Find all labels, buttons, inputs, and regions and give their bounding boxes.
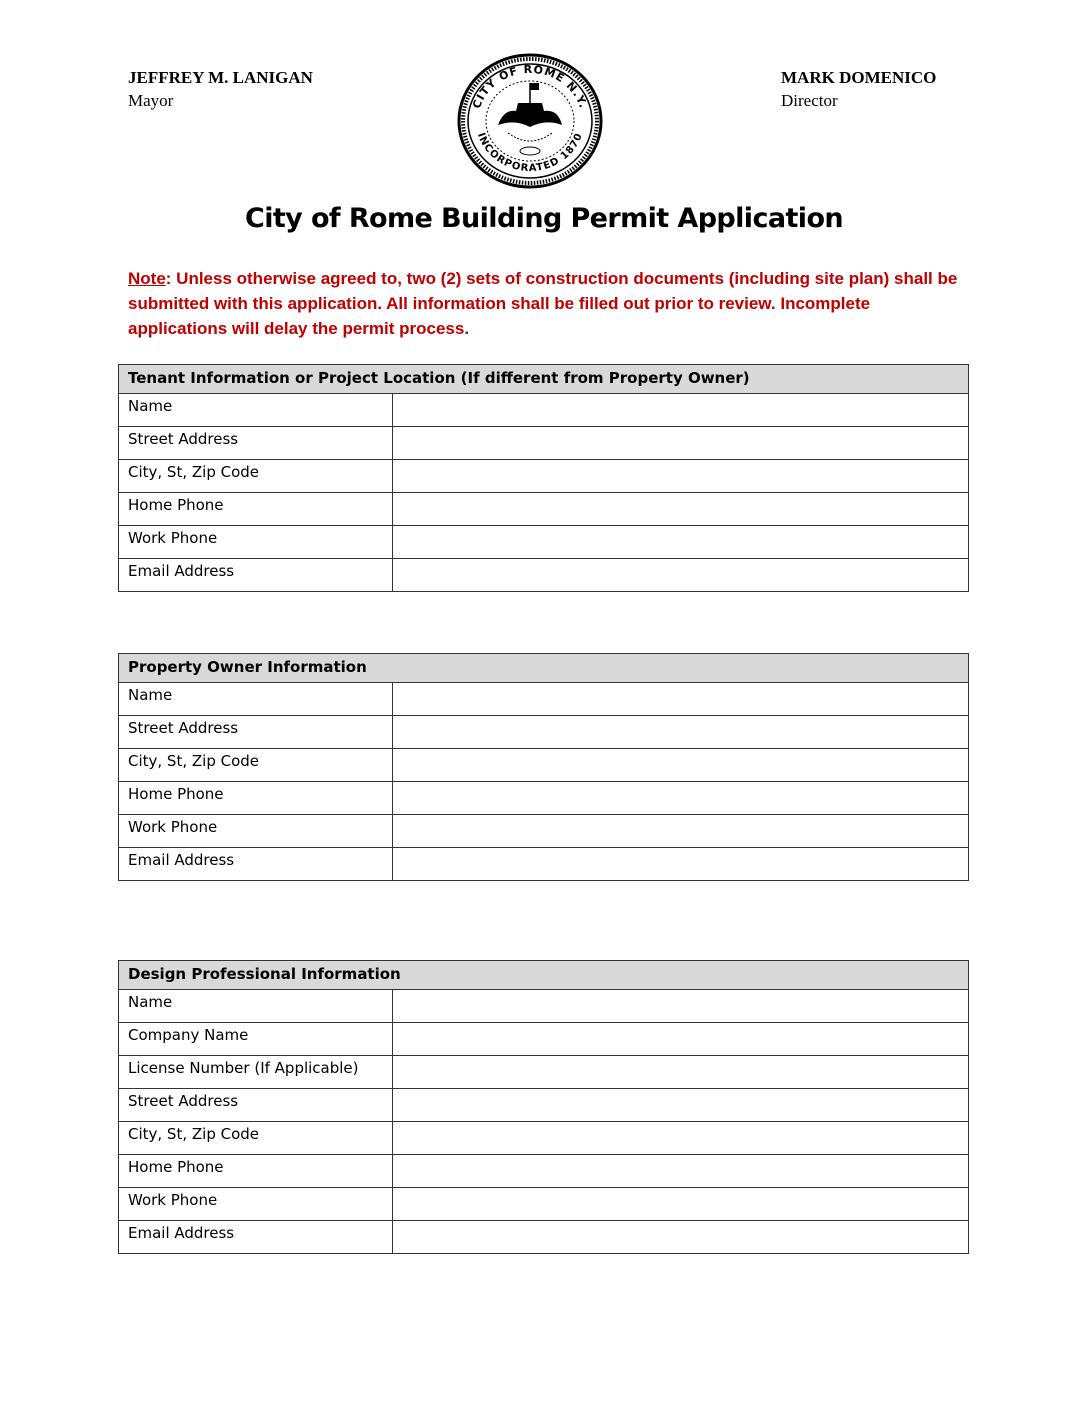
designer-city-st-zip-input[interactable] bbox=[393, 1122, 968, 1154]
owner-city-st-zip-input[interactable] bbox=[393, 749, 968, 781]
table-row bbox=[119, 815, 969, 848]
table-row bbox=[119, 460, 969, 493]
field-label: Work Phone bbox=[119, 1188, 393, 1221]
tenant-name-input[interactable] bbox=[393, 394, 968, 426]
note-text bbox=[128, 266, 958, 341]
field-label: Street Address bbox=[119, 716, 393, 749]
table-row bbox=[119, 848, 969, 881]
table-row bbox=[119, 526, 969, 559]
designer-work-phone-input[interactable] bbox=[393, 1188, 968, 1220]
owner-name-input[interactable] bbox=[393, 683, 968, 715]
field-label: Work Phone bbox=[119, 526, 393, 559]
owner-street-address-input[interactable] bbox=[393, 716, 968, 748]
svg-text:INCORPORATED 1870: INCORPORATED 1870 bbox=[474, 131, 586, 175]
field-label: Street Address bbox=[119, 427, 393, 460]
table-row bbox=[119, 1155, 969, 1188]
tenant-home-phone-input[interactable] bbox=[393, 493, 968, 525]
mayor-block bbox=[128, 66, 313, 112]
field-label: Street Address bbox=[119, 1089, 393, 1122]
table-row bbox=[119, 1221, 969, 1254]
property-owner-table bbox=[118, 653, 969, 881]
designer-home-phone-input[interactable] bbox=[393, 1155, 968, 1187]
director-block bbox=[781, 66, 936, 112]
tenant-street-address-input[interactable] bbox=[393, 427, 968, 459]
field-label: City, St, Zip Code bbox=[119, 1122, 393, 1155]
field-label: Company Name bbox=[119, 1023, 393, 1056]
tenant-work-phone-input[interactable] bbox=[393, 526, 968, 558]
note-label: Note bbox=[128, 269, 166, 288]
table-row bbox=[119, 683, 969, 716]
table-row bbox=[119, 493, 969, 526]
field-label: Email Address bbox=[119, 1221, 393, 1254]
field-label: Home Phone bbox=[119, 782, 393, 815]
designer-street-address-input[interactable] bbox=[393, 1089, 968, 1121]
field-label: Name bbox=[119, 394, 393, 427]
table-row bbox=[119, 1056, 969, 1089]
field-label: Name bbox=[119, 990, 393, 1023]
field-label: Email Address bbox=[119, 848, 393, 881]
mayor-title: Mayor bbox=[128, 91, 174, 110]
field-label: City, St, Zip Code bbox=[119, 749, 393, 782]
table-row bbox=[119, 1023, 969, 1056]
table-row bbox=[119, 394, 969, 427]
table-row bbox=[119, 749, 969, 782]
tenant-city-st-zip-input[interactable] bbox=[393, 460, 968, 492]
section-heading: Design Professional Information bbox=[119, 961, 969, 990]
director-name: MARK DOMENICO bbox=[781, 68, 937, 87]
designer-email-address-input[interactable] bbox=[393, 1221, 968, 1253]
designer-license-number-input[interactable] bbox=[393, 1056, 968, 1088]
table-row bbox=[119, 427, 969, 460]
section-heading: Property Owner Information bbox=[119, 654, 969, 683]
field-label: Home Phone bbox=[119, 493, 393, 526]
table-row bbox=[119, 782, 969, 815]
city-seal-icon bbox=[456, 53, 604, 189]
mayor-name: JEFFREY M. LANIGAN bbox=[128, 68, 313, 87]
field-label: Email Address bbox=[119, 559, 393, 592]
field-label: Name bbox=[119, 683, 393, 716]
table-row bbox=[119, 1089, 969, 1122]
table-row bbox=[119, 559, 969, 592]
section-heading: Tenant Information or Project Location (If different from Property Owner) bbox=[119, 365, 969, 394]
table-row bbox=[119, 990, 969, 1023]
field-label: License Number (If Applicable) bbox=[119, 1056, 393, 1089]
design-professional-table bbox=[118, 960, 969, 1254]
svg-text:CITY OF ROME N.Y.: CITY OF ROME N.Y. bbox=[470, 62, 590, 111]
director-title: Director bbox=[781, 91, 838, 110]
owner-work-phone-input[interactable] bbox=[393, 815, 968, 847]
owner-email-address-input[interactable] bbox=[393, 848, 968, 880]
tenant-email-address-input[interactable] bbox=[393, 559, 968, 591]
note-body: : Unless otherwise agreed to, two (2) sets of construction documents (including site plan) shall be submitted with this application. All information shall be filled out prior to review. Incomplete applications will delay the permit process. bbox=[128, 269, 958, 338]
field-label: City, St, Zip Code bbox=[119, 460, 393, 493]
designer-name-input[interactable] bbox=[393, 990, 968, 1022]
table-row bbox=[119, 716, 969, 749]
field-label: Work Phone bbox=[119, 815, 393, 848]
table-row bbox=[119, 1122, 969, 1155]
field-label: Home Phone bbox=[119, 1155, 393, 1188]
owner-home-phone-input[interactable] bbox=[393, 782, 968, 814]
table-row bbox=[119, 1188, 969, 1221]
page-title: City of Rome Building Permit Application bbox=[244, 203, 844, 234]
tenant-information-table bbox=[118, 364, 969, 592]
designer-company-name-input[interactable] bbox=[393, 1023, 968, 1055]
